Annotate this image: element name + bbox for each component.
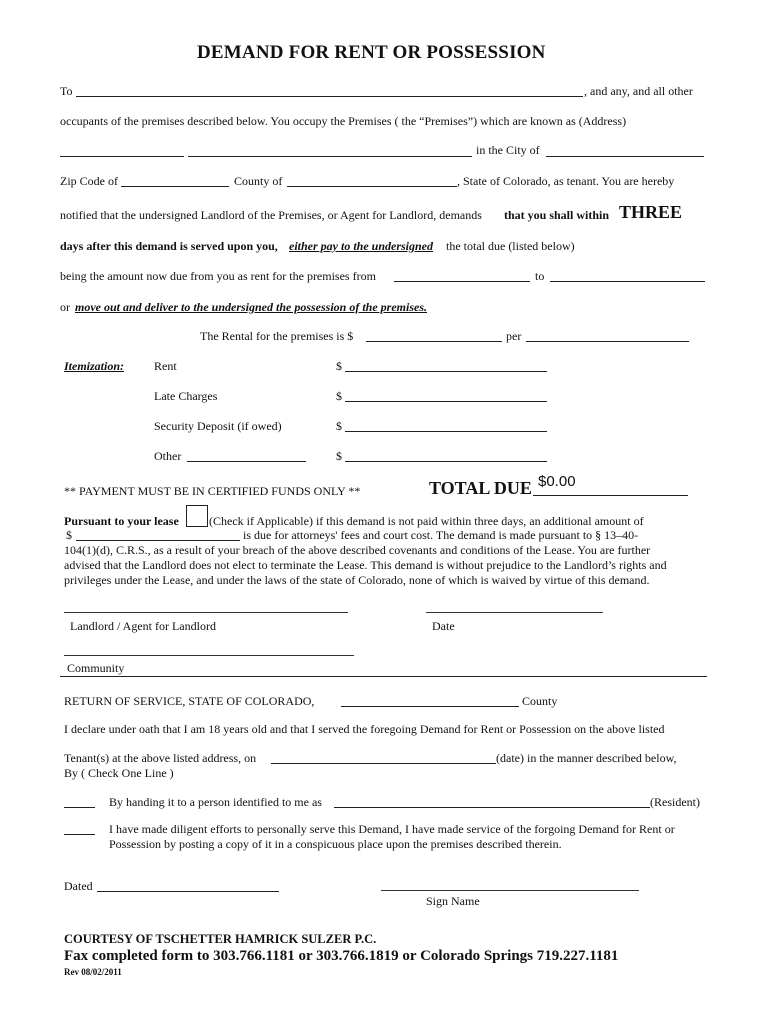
sign-name-label: Sign Name [426,894,480,908]
or-word: or [60,300,70,314]
item-other-desc-field[interactable] [187,449,306,462]
item-rent-label: Rent [154,359,177,373]
tenants-text: Tenant(s) at the above listed address, on [64,751,257,765]
community-line[interactable] [64,655,354,656]
city-field[interactable] [546,144,704,157]
per-label: per [506,329,522,343]
dated-field[interactable] [97,879,279,892]
item-rent-currency: $ [336,359,342,373]
attorney-dollar: $ [66,528,72,542]
occupants-text: occupants of the premises described below. You occupy the Premises ( the “Premises”) which are known as (Address) [60,114,627,128]
option2-check-line[interactable] [64,822,95,835]
item-deposit-field[interactable] [345,419,547,432]
community-label: Community [67,661,125,675]
to-label: To [60,84,73,98]
date-signature-line[interactable] [426,612,603,613]
to-word: to [535,269,545,283]
service-date-field[interactable] [271,751,496,764]
item-other-currency: $ [336,449,342,463]
resident-name-field[interactable] [334,795,650,808]
page-title: DEMAND FOR RENT OR POSSESSION [197,42,546,63]
being-amount-text: being the amount now due from you as rent for the premises from [60,269,376,283]
either-pay-text: either pay to the undersigned [289,239,434,253]
rental-period-field[interactable] [526,329,689,342]
service-county-field[interactable] [341,694,519,707]
period-to-field[interactable] [550,269,705,282]
county-word: County [522,694,558,708]
address-field-1[interactable] [60,144,184,157]
county-field[interactable] [287,174,457,187]
date-label: Date [432,619,455,633]
county-label: County of [234,174,283,188]
declare-text: I declare under oath that I am 18 years old and that I served the foregoing Demand for Rent or Possession on the above listed [64,722,665,736]
fax-text: Fax completed form to 303.766.1181 or 303.766.1819 or Colorado Springs 719.227.1181 [64,948,619,964]
option1-check-line[interactable] [64,795,95,808]
pursuant-text: Pursuant to your lease [64,514,179,528]
rental-label: The Rental for the premises is $ [200,329,354,343]
item-late-label: Late Charges [154,389,218,403]
notified-text: notified that the undersigned Landlord of the Premises, or Agent for Landlord, demands [60,208,482,222]
check-one-text: By ( Check One Line ) [64,766,174,780]
section-divider [60,676,707,677]
resident-label: (Resident) [650,795,700,809]
landlord-label: Landlord / Agent for Landlord [70,619,216,633]
tenant-name-field[interactable] [76,84,583,97]
lease-line-2: is due for attorneys' fees and court cost. The demand is made pursuant to § 13–40- [243,528,639,542]
address-field-2[interactable] [188,144,472,157]
option2-line-1: I have made diligent efforts to personally serve this Demand, I have made service of the forgoing Demand for Rent or [109,822,675,836]
total-due-value: $0.00 [538,473,576,490]
item-late-field[interactable] [345,389,547,402]
revision-text: Rev 08/02/2011 [64,967,122,977]
sign-name-line[interactable] [381,890,639,891]
city-label: in the City of [476,143,540,157]
state-text: , State of Colorado, as tenant. You are hereby [457,174,675,188]
lease-line-1: (Check if Applicable) if this demand is not paid within three days, an additional amount of [209,514,644,528]
three-text: THREE [619,202,683,222]
item-deposit-label: Security Deposit (if owed) [154,419,282,433]
payment-note: ** PAYMENT MUST BE IN CERTIFIED FUNDS ONLY ** [64,484,361,498]
to-end-text: , and any, and all other [584,84,693,98]
lease-line-3: 104(1)(d), C.R.S., as a result of your breach of the above described covenants and conditions of the Lease. You are further [64,543,651,557]
move-out-text: move out and deliver to the undersigned the possession of the premises. [75,300,428,314]
within-text: that you shall within [504,208,610,222]
item-other-label: Other [154,449,182,463]
return-label: RETURN OF SERVICE, STATE OF COLORADO, [64,694,315,708]
item-late-currency: $ [336,389,342,403]
rental-amount-field[interactable] [366,329,502,342]
date-manner-text: (date) in the manner described below, [496,751,677,765]
landlord-signature-line[interactable] [64,612,348,613]
zip-field[interactable] [121,174,229,187]
period-from-field[interactable] [394,269,530,282]
dated-label: Dated [64,879,93,893]
attorney-fee-field[interactable] [76,528,240,541]
days-after-text: days after this demand is served upon you, [60,239,278,253]
itemization-label: Itemization: [64,359,125,373]
total-due-listed-text: the total due (listed below) [446,239,575,253]
courtesy-text: COURTESY OF TSCHETTER HAMRICK SULZER P.C. [64,932,377,946]
lease-checkbox[interactable] [186,505,208,527]
item-rent-field[interactable] [345,359,547,372]
zip-label: Zip Code of [60,174,118,188]
total-due-label: TOTAL DUE [429,478,532,498]
lease-line-5: privileges under the Lease, and under the laws of the state of Colorado, none of which is waived by virtue of this demand. [64,573,650,587]
lease-line-4: advised that the Landlord does not elect to terminate the Lease. This demand is without prejudice to the Landlord’s rights and [64,558,667,572]
option1-text: By handing it to a person identified to me as [109,795,322,809]
item-deposit-currency: $ [336,419,342,433]
option2-line-2: Possession by posting a copy of it in a conspicuous place upon the premises described therein. [109,837,562,851]
item-other-field[interactable] [345,449,547,462]
